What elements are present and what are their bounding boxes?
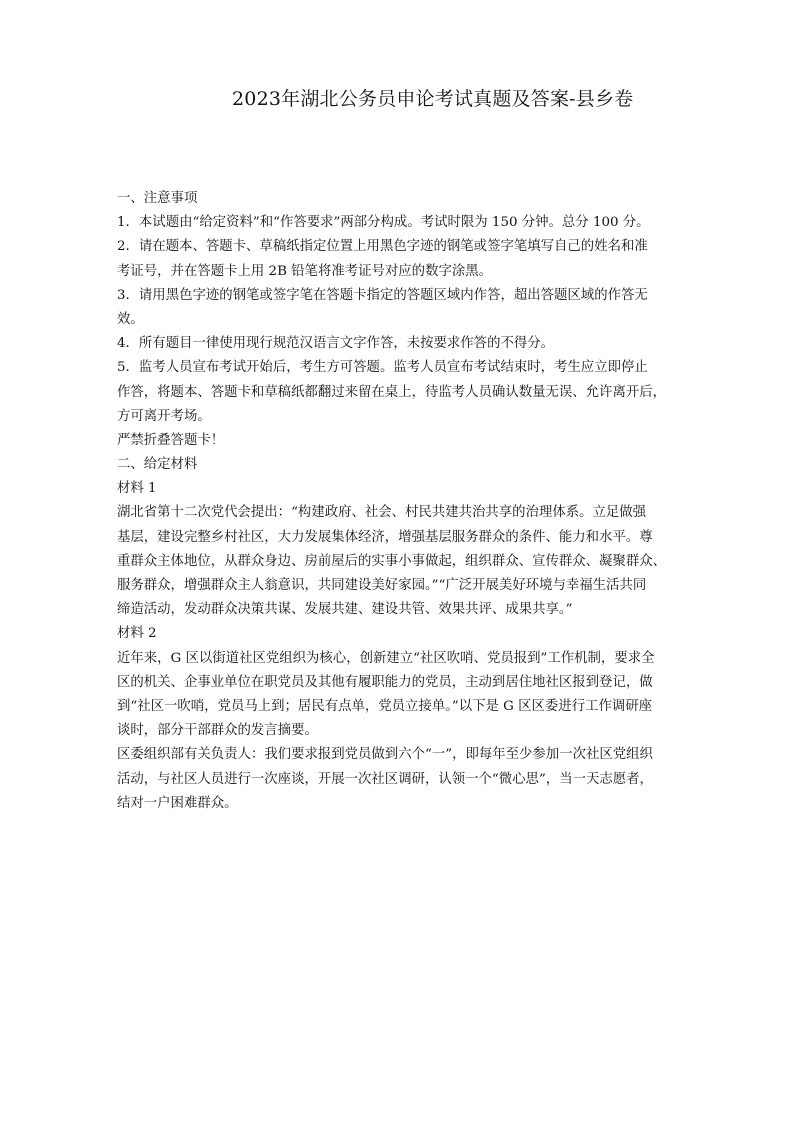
text-line: 材料 1: [117, 481, 157, 497]
text-line: 5．监考人员宣布考试开始后，考生方可答题。监考人员宣布考试结束时，考生应立即停止: [117, 360, 648, 376]
text-line: 活动，与社区人员进行一次座谈，开展一次社区调研，认领一个“微心思”，当一天志愿者，: [117, 771, 653, 787]
text-line: 4．所有题目一律使用现行规范汉语言文字作答，未按要求作答的不得分。: [117, 336, 555, 352]
document-body: [117, 187, 702, 816]
text-line: 1．本试题由“给定资料”和“作答要求”两部分构成。考试时限为 150 分钟。总分 100 分。: [117, 215, 650, 231]
text-line: 缔造活动，发动群众决策共谋、发展共建、建设共管、效果共评、成果共享。”: [117, 602, 573, 618]
text-line: 服务群众，增强群众主人翁意识，共同建设美好家园。”“广泛开展美好环境与幸福生活共同: [117, 578, 647, 593]
text-line: 材料 2: [117, 626, 157, 642]
document-title: 2023年湖北公务员申论考试真题及答案-县乡卷: [232, 88, 634, 110]
text-line: 区委组织部有关负责人：我们要求报到党员做到六个“一”，即每年至少参加一次社区党组织: [117, 747, 653, 763]
text-line: 谈时，部分干部群众的发言摘要。: [117, 723, 318, 739]
text-line: 近年来，G 区以街道社区党组织为核心，创新建立“社区吹哨、党员报到”工作机制，要求全: [117, 650, 655, 666]
text-line: 到“社区一吹哨，党员马上到；居民有点单，党员立接单。”以下是 G 区区委进行工作调研座: [117, 698, 653, 714]
text-line: 2．请在题本、答题卡、草稿纸指定位置上用黑色字迹的钢笔或签字笔填写自己的姓名和准: [117, 239, 648, 255]
text-line: 严禁折叠答题卡！: [117, 432, 225, 448]
text-line: 湖北省第十二次党代会提出：“构建政府、社会、村民共建共治共享的治理体系。立足做强: [117, 505, 647, 521]
text-line: 作答，将题本、答题卡和草稿纸都翻过来留在桌上，待监考人员确认数量无误、允许离开后，: [117, 384, 667, 400]
text-line: 效。: [117, 311, 144, 327]
text-line: 基层，建设完整乡村社区，大力发展集体经济，增强基层服务群众的条件、能力和水平。尊: [117, 529, 653, 545]
text-line: 考证号，并在答题卡上用 2B 铅笔将准考证号对应的数字涂黑。: [117, 263, 493, 279]
text-line: 重群众主体地位，从群众身边、房前屋后的实事小事做起，组织群众、宣传群众、凝聚群众、: [117, 553, 667, 569]
text-line: 一、注意事项: [117, 191, 198, 206]
text-line: 方可离开考场。: [117, 408, 211, 424]
text-line: 区的机关、企事业单位在职党员及其他有履职能力的党员，主动到居住地社区报到登记，做: [117, 674, 653, 690]
text-line: 二、给定材料: [117, 457, 198, 473]
text-line: 结对一户困难群众。: [117, 795, 238, 811]
text-line: 3．请用黑色字迹的钢笔或签字笔在答题卡指定的答题区域内作答，超出答题区域的作答无: [117, 287, 648, 303]
